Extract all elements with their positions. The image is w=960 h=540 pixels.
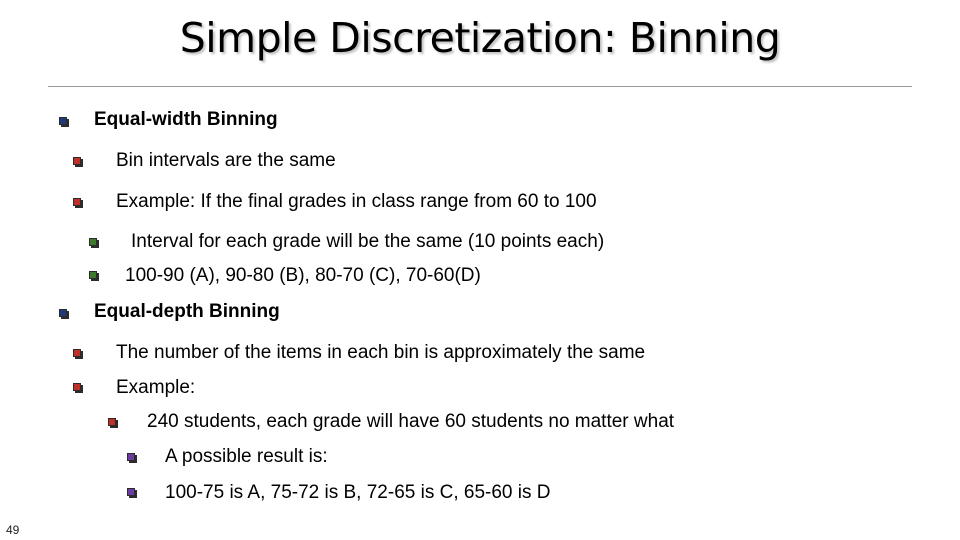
bullet-item: Example: xyxy=(116,377,196,398)
bullet-item: Interval for each grade will be the same (10 points each) xyxy=(131,231,605,252)
bullet-item: Example: If the final grades in class range from 60 to 100 xyxy=(116,191,597,212)
checkbox-bullet-icon xyxy=(108,418,116,426)
bullet-item: 100-75 is A, 75-72 is B, 72-65 is C, 65-60 is D xyxy=(165,482,551,503)
checkbox-bullet-icon xyxy=(89,238,97,246)
bullet-item: Bin intervals are the same xyxy=(116,150,336,171)
bullet-item: 240 students, each grade will have 60 students no matter what xyxy=(147,411,675,432)
bullet-item-equal-depth: Equal-depth Binning xyxy=(94,301,280,322)
checkbox-bullet-icon xyxy=(89,271,97,279)
title-divider xyxy=(48,86,912,87)
checkbox-bullet-icon xyxy=(127,488,135,496)
checkbox-bullet-icon xyxy=(73,349,81,357)
bullet-item: A possible result is: xyxy=(165,446,328,467)
bullet-item: The number of the items in each bin is approximately the same xyxy=(116,342,646,363)
bullet-item-equal-width: Equal-width Binning xyxy=(94,109,278,130)
checkbox-bullet-icon xyxy=(73,198,81,206)
checkbox-bullet-icon xyxy=(59,309,67,317)
bullet-item: 100-90 (A), 90-80 (B), 80-70 (C), 70-60(D) xyxy=(125,265,481,286)
checkbox-bullet-icon xyxy=(127,453,135,461)
checkbox-bullet-icon xyxy=(73,383,81,391)
checkbox-bullet-icon xyxy=(73,157,81,165)
page-number: 49 xyxy=(6,523,20,537)
slide-title: Simple Discretization: Binning xyxy=(179,14,781,62)
checkbox-bullet-icon xyxy=(59,117,67,125)
